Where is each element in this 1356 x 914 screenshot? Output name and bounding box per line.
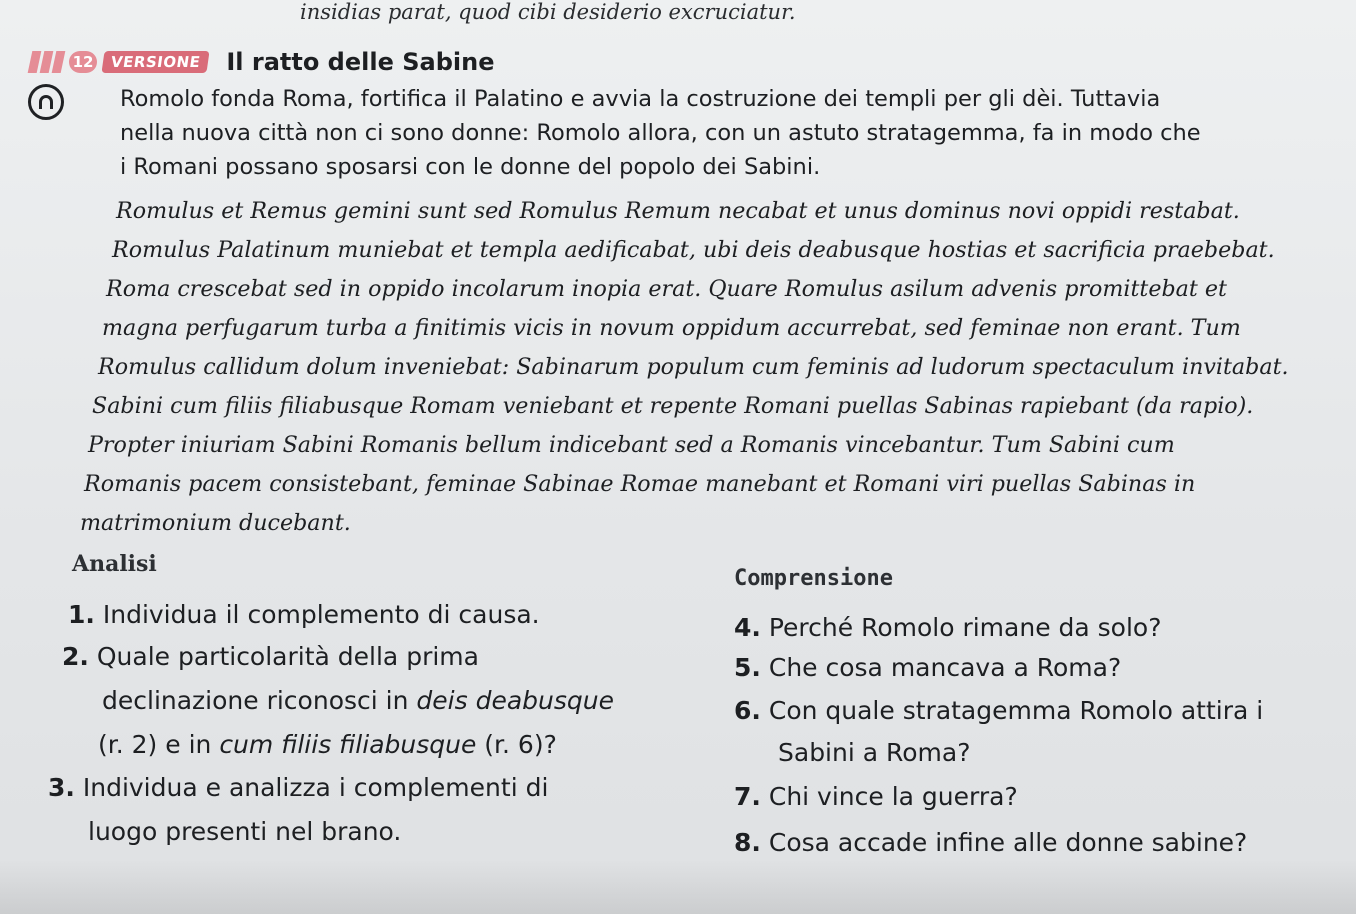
decorative-stripes-icon: [30, 51, 63, 73]
question-number: 5.: [734, 653, 761, 682]
latin-line: Romanis pacem consistebant, feminae Sabinae Romae manebant et Romani viri puellas Sabinas in: [84, 471, 1196, 497]
question-5: [734, 646, 1121, 690]
audio-headphones-icon: [28, 84, 64, 120]
latin-line: Romulus callidum dolum inveniebat: Sabinarum populum cum feminis ad ludorum spectaculum invitabat.: [98, 354, 1289, 380]
question-text: Sabini a Roma?: [778, 738, 971, 767]
exercise-number-badge: 12: [69, 51, 97, 73]
question-2-line-2: [102, 679, 614, 723]
question-4: [734, 606, 1162, 650]
comprensione-heading: Comprensione: [734, 566, 893, 591]
question-text: Quale particolarità della prima: [96, 642, 479, 671]
question-text: luogo presenti nel brano.: [88, 817, 402, 846]
latin-line: Romulus Palatinum muniebat et templa aedificabat, ubi deis deabusque hostias et sacrificia praebebat.: [112, 237, 1275, 263]
question-text: Cosa accade infine alle donne sabine?: [768, 828, 1248, 857]
question-text: (r. 6)?: [476, 730, 557, 759]
question-2: [62, 635, 479, 679]
question-number: 1.: [68, 600, 95, 629]
latin-term: deis deabusque: [416, 686, 614, 715]
exercise-title: Il ratto delle Sabine: [226, 48, 495, 76]
question-2-line-3: [98, 723, 557, 767]
intro-line: i Romani possano sposarsi con le donne del popolo dei Sabini.: [120, 154, 821, 180]
question-text: Con quale stratagemma Romolo attira i: [768, 696, 1264, 725]
question-number: 2.: [62, 642, 89, 671]
latin-line: magna perfugarum turba a finitimis vicis in novum oppidum accurrebat, sed feminae non erant. Tum: [102, 315, 1241, 341]
question-8: [734, 821, 1247, 865]
previous-text-fragment: insidias parat, quod cibi desiderio excruciatur.: [300, 0, 796, 24]
question-text: Perché Romolo rimane da solo?: [768, 613, 1162, 642]
question-6-line-2: [778, 731, 971, 775]
question-3-line-2: [88, 810, 401, 854]
question-number: 6.: [734, 696, 761, 725]
question-text: (r. 2) e in: [98, 730, 220, 759]
question-text: Individua il complemento di causa.: [102, 600, 540, 629]
latin-line: Romulus et Remus gemini sunt sed Romulus Remum necabat et unus dominus novi oppidi restabat.: [116, 198, 1240, 224]
question-number: 3.: [48, 773, 75, 802]
question-1: [68, 593, 540, 637]
question-text: Chi vince la guerra?: [768, 782, 1018, 811]
intro-line: nella nuova città non ci sono donne: Romolo allora, con un astuto stratagemma, fa in modo che: [120, 120, 1201, 146]
question-7: [734, 775, 1018, 819]
exercise-type-tag: VERSIONE: [101, 51, 209, 73]
question-text: Che cosa mancava a Roma?: [768, 653, 1122, 682]
analisi-heading: Analisi: [72, 551, 157, 577]
page-bottom-shadow: [0, 860, 1356, 914]
latin-passage: [78, 192, 1318, 543]
latin-line: Sabini cum filiis filiabusque Romam veniebant et repente Romani puellas Sabinas rapiebant (da rapio).: [92, 393, 1254, 419]
question-text: Individua e analizza i complementi di: [82, 773, 549, 802]
question-number: 4.: [734, 613, 761, 642]
latin-line: Roma crescebat sed in oppido incolarum inopia erat. Quare Romulus asilum advenis promittebat et: [106, 276, 1227, 302]
latin-line: matrimonium ducebant.: [80, 510, 351, 536]
question-text: declinazione riconosci in: [102, 686, 417, 715]
question-number: 8.: [734, 828, 761, 857]
intro-line: Romolo fonda Roma, fortifica il Palatino e avvia la costruzione dei templi per gli dèi. Tuttavia: [120, 86, 1161, 112]
question-number: 7.: [734, 782, 761, 811]
exercise-header: [30, 46, 494, 78]
latin-term: cum filiis filiabusque: [219, 730, 477, 759]
question-3: [48, 766, 548, 810]
latin-line: Propter iniuriam Sabini Romanis bellum indicebant sed a Romanis vincebantur. Tum Sabini cum: [88, 432, 1175, 458]
question-6: [734, 689, 1263, 733]
intro-paragraph: [120, 82, 1280, 184]
